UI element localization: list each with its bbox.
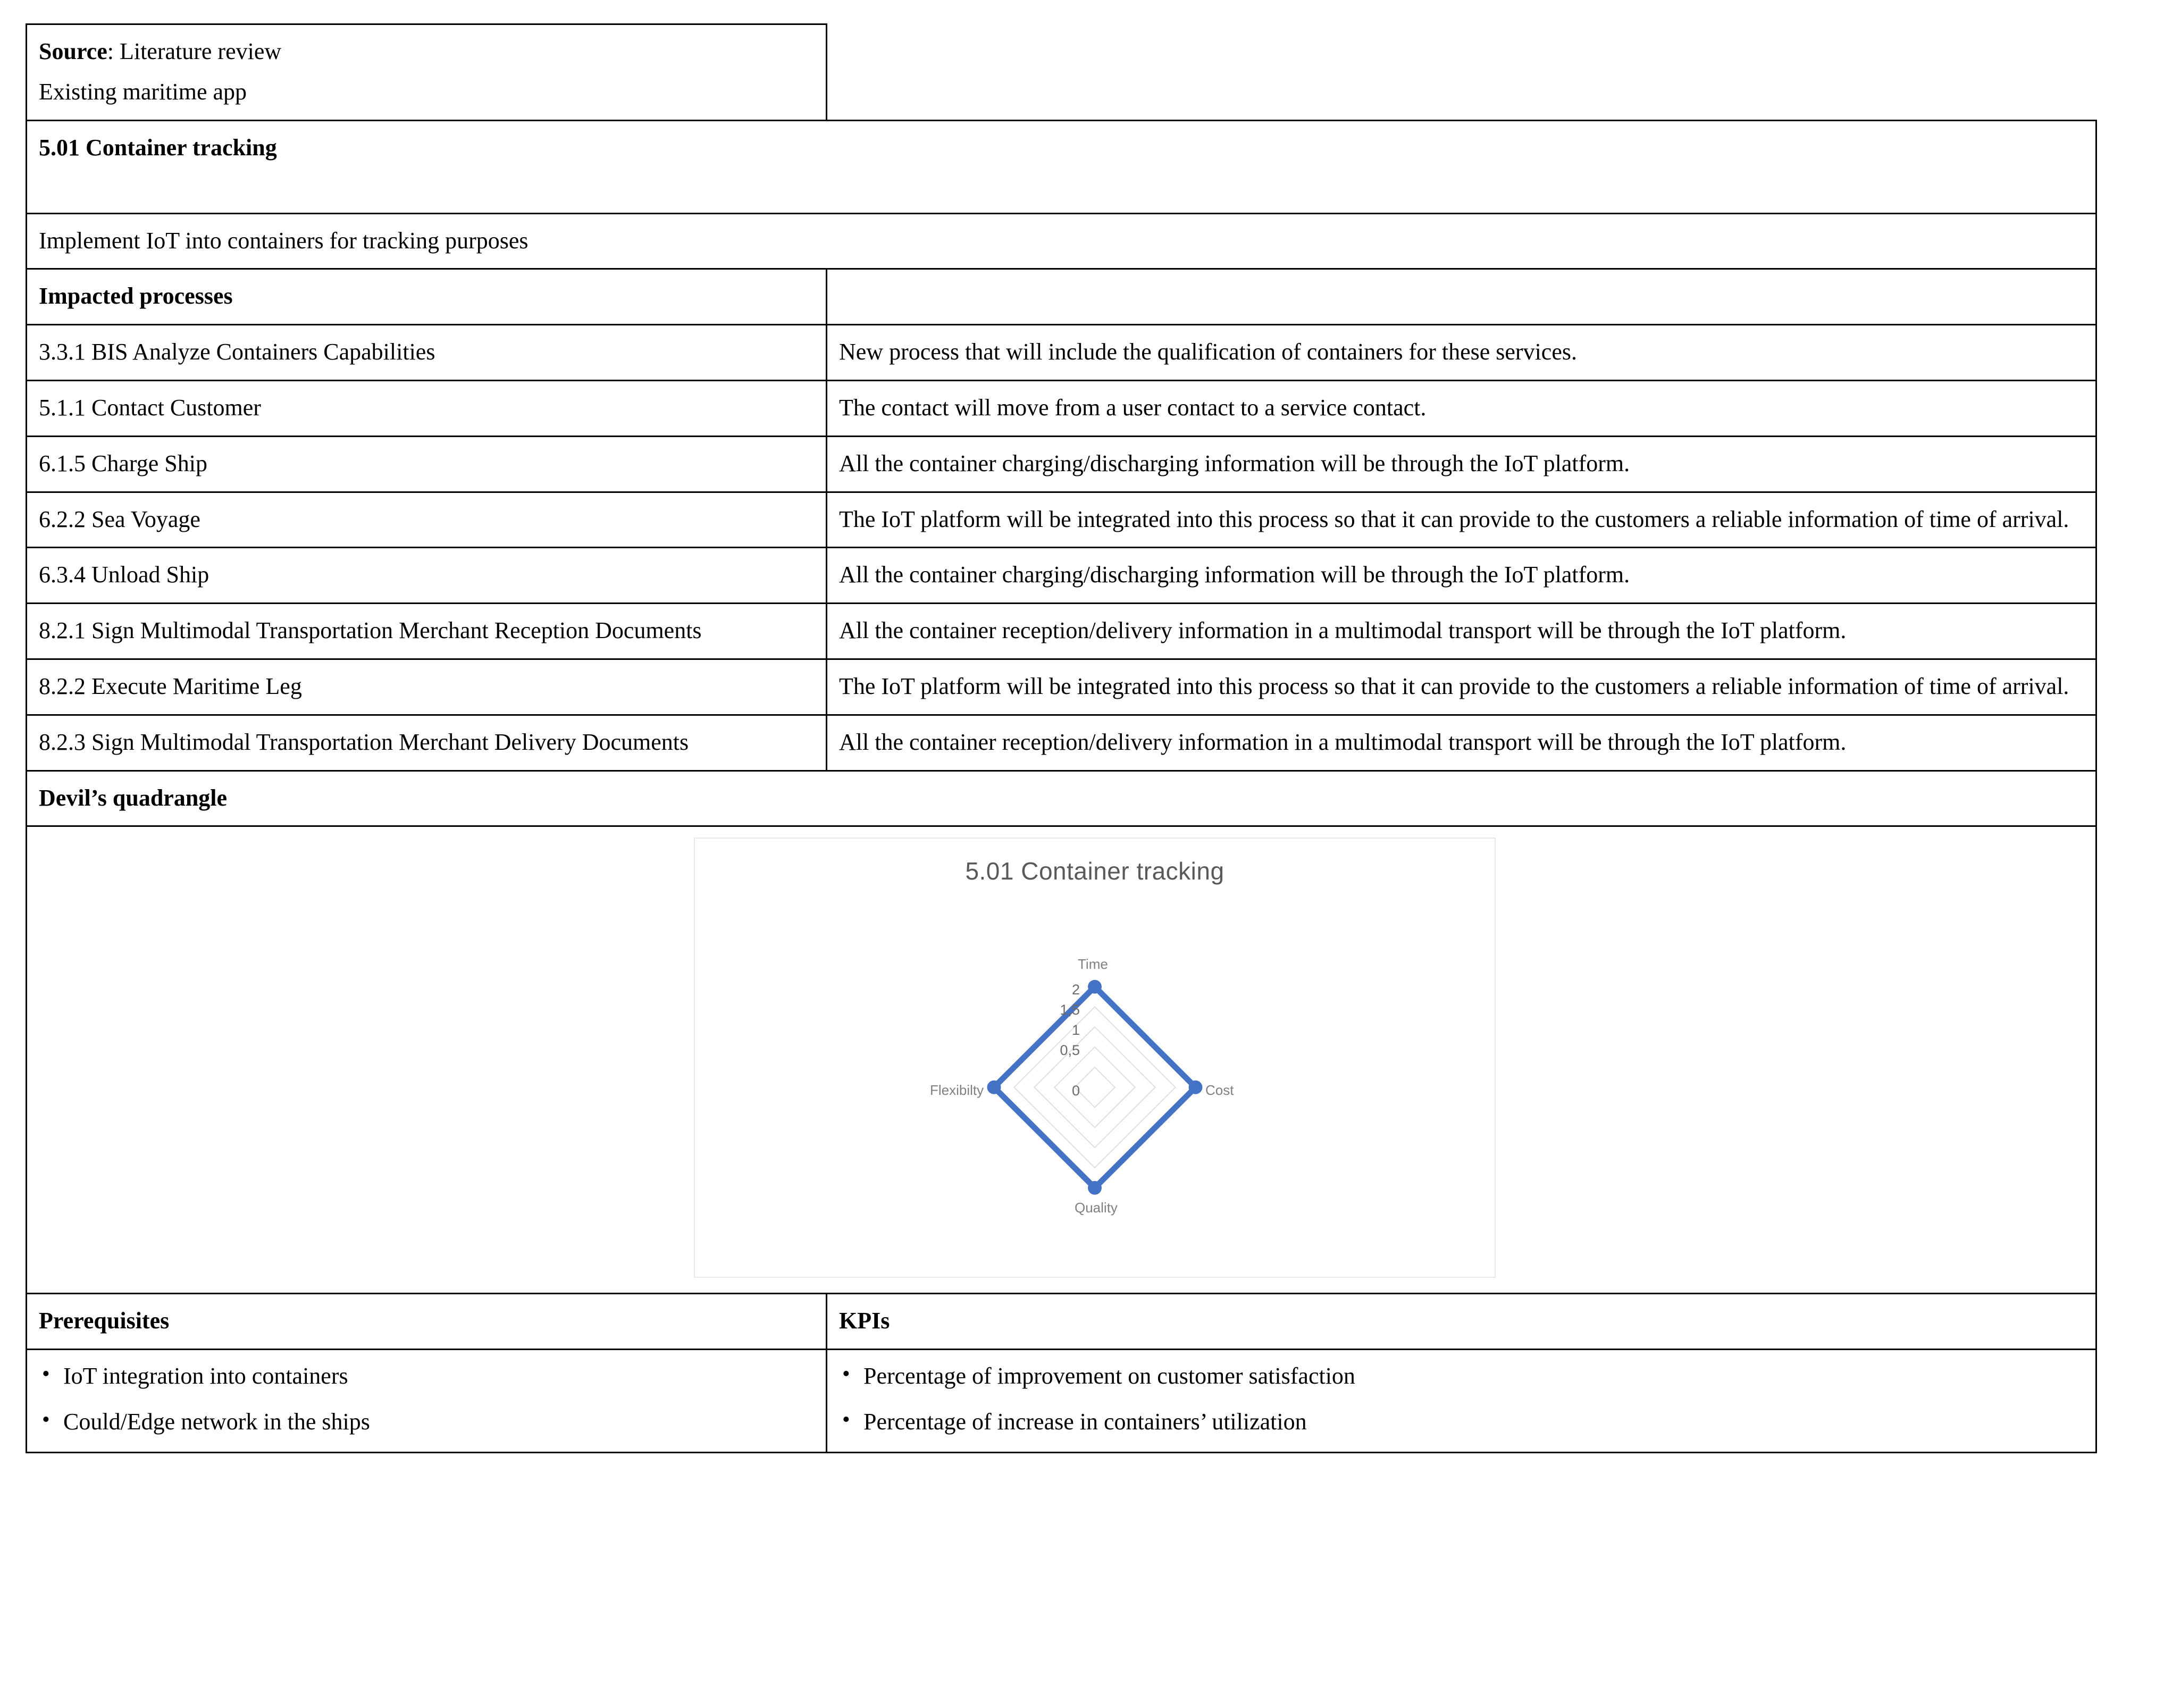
process-impact: New process that will include the qualification of containers for these services. [827, 325, 2096, 381]
table-row-prereq-kpi-content [27, 1350, 2096, 1453]
table-row-source [27, 24, 2096, 121]
table-row [27, 325, 2096, 381]
impacted-processes-header: Impacted processes [27, 269, 827, 325]
source-value: Literature review [119, 38, 282, 64]
axis-label-flexibilty: Flexibilty [930, 1082, 984, 1099]
kpis-cell [827, 1350, 2096, 1453]
source-line-2: Existing maritime app [39, 78, 247, 105]
service-title-cell: 5.01 Container tracking [27, 120, 2096, 213]
table-row [27, 604, 2096, 659]
process-impact: All the container charging/discharging information will be through the IoT platform. [827, 436, 2096, 492]
impacted-processes-header-spacer [827, 269, 2096, 325]
service-description-cell: Implement IoT into containers for tracking purposes [27, 213, 2096, 269]
source-label: Source [39, 38, 107, 64]
radar-data-polygon [994, 987, 1196, 1188]
tick-label-1-5: 1,5 [1060, 1002, 1080, 1018]
process-name: 6.3.4 Unload Ship [27, 548, 827, 604]
chart-title: 5.01 Container tracking [965, 857, 1224, 885]
table-row [27, 380, 2096, 436]
prerequisites-header: Prerequisites [27, 1294, 827, 1350]
tick-label-0: 0 [1071, 1083, 1080, 1099]
kpis-header: KPIs [827, 1294, 2096, 1350]
process-impact: All the container reception/delivery information in a multimodal transport will be through the IoT platform. [827, 715, 2096, 771]
process-name: 6.2.2 Sea Voyage [27, 492, 827, 548]
tick-label-2: 2 [1071, 982, 1080, 998]
table-row [27, 715, 2096, 771]
table-row [27, 659, 2096, 715]
list-item: • Percentage of improvement on customer satisfaction [839, 1360, 2084, 1393]
devils-quadrangle-header: Devil’s quadrangle [27, 771, 2096, 826]
process-impact: All the container reception/delivery information in a multimodal transport will be through the IoT platform. [827, 604, 2096, 659]
table-row [27, 492, 2096, 548]
list-item: • IoT integration into containers [39, 1360, 814, 1393]
source-line-1 [39, 35, 814, 69]
axis-label-time: Time [1078, 956, 1108, 973]
kpis-list [839, 1360, 2084, 1438]
process-impact: The contact will move from a user contact to a service contact. [827, 380, 2096, 436]
process-name: 6.1.5 Charge Ship [27, 436, 827, 492]
prerequisites-list [39, 1360, 814, 1438]
tick-label-0-5: 0,5 [1060, 1042, 1080, 1059]
radar-gridlines [1014, 1007, 1175, 1168]
process-name: 8.2.1 Sign Multimodal Transportation Merchant Reception Documents [27, 604, 827, 659]
table-row-impacted-header [27, 269, 2096, 325]
tick-label-1: 1 [1071, 1022, 1080, 1039]
devils-quadrangle-chart-cell [27, 826, 2096, 1294]
chart-wrapper [39, 836, 2084, 1282]
table-row-prereq-kpi-headers [27, 1294, 2096, 1350]
process-impact: The IoT platform will be integrated into this process so that it can provide to the customers a reliable information of time of arrival. [827, 659, 2096, 715]
source-empty-cell [827, 24, 2096, 121]
table-row-chart [27, 826, 2096, 1294]
table-row-devils-quadrangle-header [27, 771, 2096, 826]
source-separator: : [107, 38, 120, 64]
source-cell [27, 24, 827, 121]
list-item: • Could/Edge network in the ships [39, 1405, 814, 1438]
process-name: 5.1.1 Contact Customer [27, 380, 827, 436]
axis-label-cost: Cost [1205, 1082, 1234, 1099]
process-name: 3.3.1 BIS Analyze Containers Capabilities [27, 325, 827, 381]
process-name: 8.2.2 Execute Maritime Leg [27, 659, 827, 715]
table-row [27, 548, 2096, 604]
process-impact: All the container charging/discharging information will be through the IoT platform. [827, 548, 2096, 604]
process-name: 8.2.3 Sign Multimodal Transportation Merchant Delivery Documents [27, 715, 827, 771]
table-row [27, 436, 2096, 492]
radar-data-markers [987, 980, 1203, 1195]
list-item: • Percentage of increase in containers’ utilization [839, 1405, 2084, 1438]
radar-chart [694, 838, 1496, 1278]
table-row-description [27, 213, 2096, 269]
process-impact: The IoT platform will be integrated into this process so that it can provide to the customers a reliable information of time of arrival. [827, 492, 2096, 548]
service-specification-table [26, 23, 2097, 1453]
table-row-title [27, 120, 2096, 213]
axis-label-quality: Quality [1075, 1200, 1118, 1216]
document-page [0, 23, 2164, 1708]
prerequisites-cell [27, 1350, 827, 1453]
